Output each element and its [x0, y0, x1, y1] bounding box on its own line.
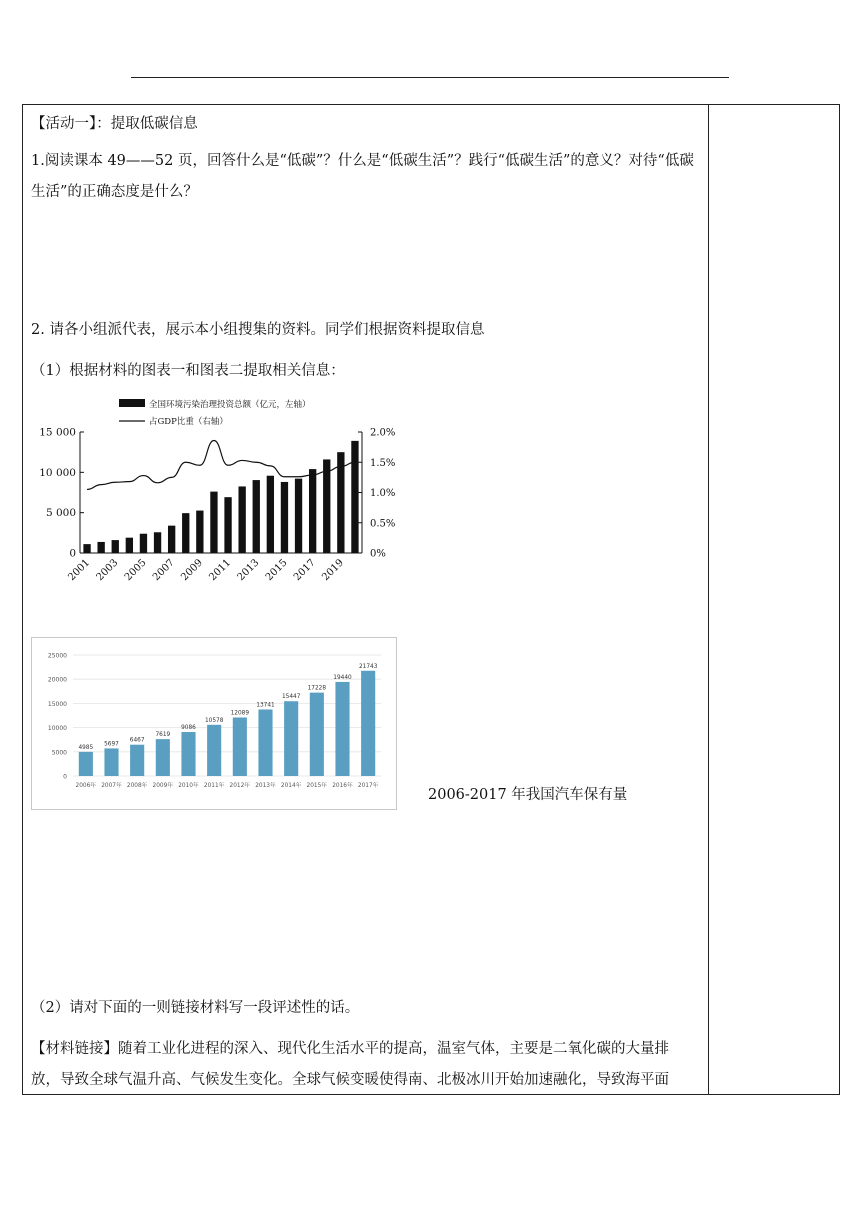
x-category-label: 2008年 — [126, 783, 148, 789]
left-tick-label: 0 — [69, 547, 76, 560]
x-category-label: 2017年 — [357, 783, 379, 789]
car-ownership-bar — [361, 671, 375, 776]
bar-value-label: 15447 — [281, 694, 301, 701]
car-ownership-bar — [104, 748, 118, 776]
x-category-label: 2012年 — [229, 783, 251, 789]
x-category-label: 2010年 — [178, 783, 199, 789]
investment-bar — [323, 459, 330, 553]
left-tick-label: 5 000 — [45, 507, 76, 520]
question-1: 1.阅读课本 49——52 页，回答什么是“低碳”？什么是“低碳生活”？践行“低碳生活”的意义？对待“低碳生活”的正确态度是什么？ — [31, 153, 694, 200]
investment-bar — [295, 479, 302, 553]
investment-bar — [168, 526, 175, 553]
x-category-label: 2015年 — [306, 783, 328, 789]
x-tick-label: 2007 — [150, 557, 177, 584]
x-tick-label: 2009 — [179, 557, 205, 584]
car-ownership-bar — [233, 717, 247, 776]
investment-bar — [97, 542, 104, 553]
legend-bar-swatch — [119, 399, 145, 407]
investment-bar — [309, 469, 316, 553]
bar-value-label: 4985 — [78, 744, 94, 751]
right-tick-label: 0% — [370, 548, 386, 560]
car-ownership-bar — [156, 739, 170, 776]
right-tick-label: 0.5% — [370, 518, 396, 530]
bar-value-label: 6467 — [129, 737, 145, 744]
notes-column-divider — [708, 104, 709, 1095]
legend-bar-label: 全国环境污染治理投资总额（亿元，左轴） — [149, 400, 311, 410]
header-rule — [131, 77, 729, 78]
right-tick-label: 1.0% — [370, 488, 396, 499]
investment-bar — [253, 480, 260, 553]
activity-title: 【活动一】：提取低碳信息 — [31, 116, 198, 132]
right-tick-label: 1.5% — [370, 457, 396, 469]
x-category-label: 2009年 — [152, 783, 174, 789]
bar-value-label: 7619 — [155, 732, 171, 739]
investment-bar — [196, 511, 203, 553]
x-category-label: 2007年 — [101, 783, 122, 789]
car-ownership-bar — [258, 709, 272, 776]
bar-value-label: 12089 — [230, 710, 250, 717]
investment-bar — [126, 538, 133, 553]
x-tick-label: 2001 — [66, 557, 93, 584]
car-ownership-chart — [31, 637, 397, 799]
y-tick-label: 10000 — [47, 725, 67, 733]
y-tick-label: 25000 — [47, 652, 67, 660]
question-2-2: （2）请对下面的一则链接材料写一段评述性的话。 — [31, 1000, 360, 1016]
investment-bar — [112, 540, 119, 553]
question-2-1: （1）根据材料的图表一和图表二提取相关信息： — [31, 363, 345, 379]
chart2-caption: 2006-2017 年我国汽车保有量 — [428, 787, 628, 803]
car-ownership-bar — [79, 752, 93, 776]
car-ownership-bar — [181, 732, 195, 776]
bar-value-label: 10578 — [204, 717, 224, 724]
worksheet-table — [22, 104, 840, 1095]
investment-bar — [267, 476, 274, 553]
bar-value-label: 17228 — [307, 685, 327, 692]
bar-value-label: 9086 — [181, 725, 196, 732]
environment-investment-chart — [39, 390, 422, 590]
left-tick-label: 15 000 — [39, 426, 76, 439]
bar-value-label: 21743 — [358, 663, 378, 670]
x-category-label: 2014年 — [280, 783, 302, 789]
x-tick-label: 2017 — [291, 557, 318, 584]
investment-bar — [210, 492, 217, 553]
y-tick-label: 5000 — [51, 749, 67, 757]
car-ownership-bar — [284, 701, 298, 776]
x-tick-label: 2015 — [263, 557, 290, 584]
y-tick-label: 0 — [63, 773, 67, 781]
y-tick-label: 15000 — [47, 700, 67, 708]
bar-value-label: 13741 — [256, 702, 275, 709]
x-tick-label: 2005 — [122, 557, 149, 584]
x-category-label: 2016年 — [332, 783, 353, 789]
legend-line-label: 占GDP比重（右轴） — [149, 417, 228, 427]
x-category-label: 2011年 — [203, 783, 225, 789]
x-tick-label: 2003 — [94, 557, 121, 584]
car-ownership-bar — [335, 682, 349, 776]
bar-value-label: 19440 — [333, 674, 352, 681]
x-tick-label: 2019 — [320, 557, 346, 584]
investment-bar — [351, 441, 358, 553]
car-ownership-bar — [207, 725, 221, 776]
material-line-1: 【材料链接】随着工业化进程的深入、现代化生活水平的提高，温室气体，主要是二氧化碳的大量排 — [31, 1041, 669, 1057]
right-tick-label: 2.0% — [370, 427, 396, 439]
investment-bar — [182, 513, 189, 553]
investment-bar — [83, 544, 90, 553]
car-ownership-bar — [130, 745, 144, 776]
x-category-label: 2006年 — [75, 783, 97, 789]
left-tick-label: 10 000 — [39, 466, 76, 479]
bar-value-label: 5697 — [104, 741, 119, 748]
x-tick-label: 2011 — [207, 557, 234, 584]
material-line-2: 放，导致全球气温升高、气候发生变化。全球气候变暖使得南、北极冰川开始加速融化，导致海平面 — [31, 1072, 669, 1088]
investment-bar — [224, 497, 231, 553]
investment-bar — [238, 486, 245, 553]
y-tick-label: 20000 — [47, 676, 67, 684]
investment-bar — [281, 482, 288, 553]
question-2: 2. 请各小组派代表，展示本小组搜集的资料。同学们根据资料提取信息 — [31, 322, 485, 338]
x-tick-label: 2013 — [235, 557, 262, 584]
car-ownership-bar — [310, 693, 324, 776]
investment-bar — [140, 534, 147, 553]
x-category-label: 2013年 — [255, 783, 276, 789]
investment-bar — [154, 532, 161, 553]
